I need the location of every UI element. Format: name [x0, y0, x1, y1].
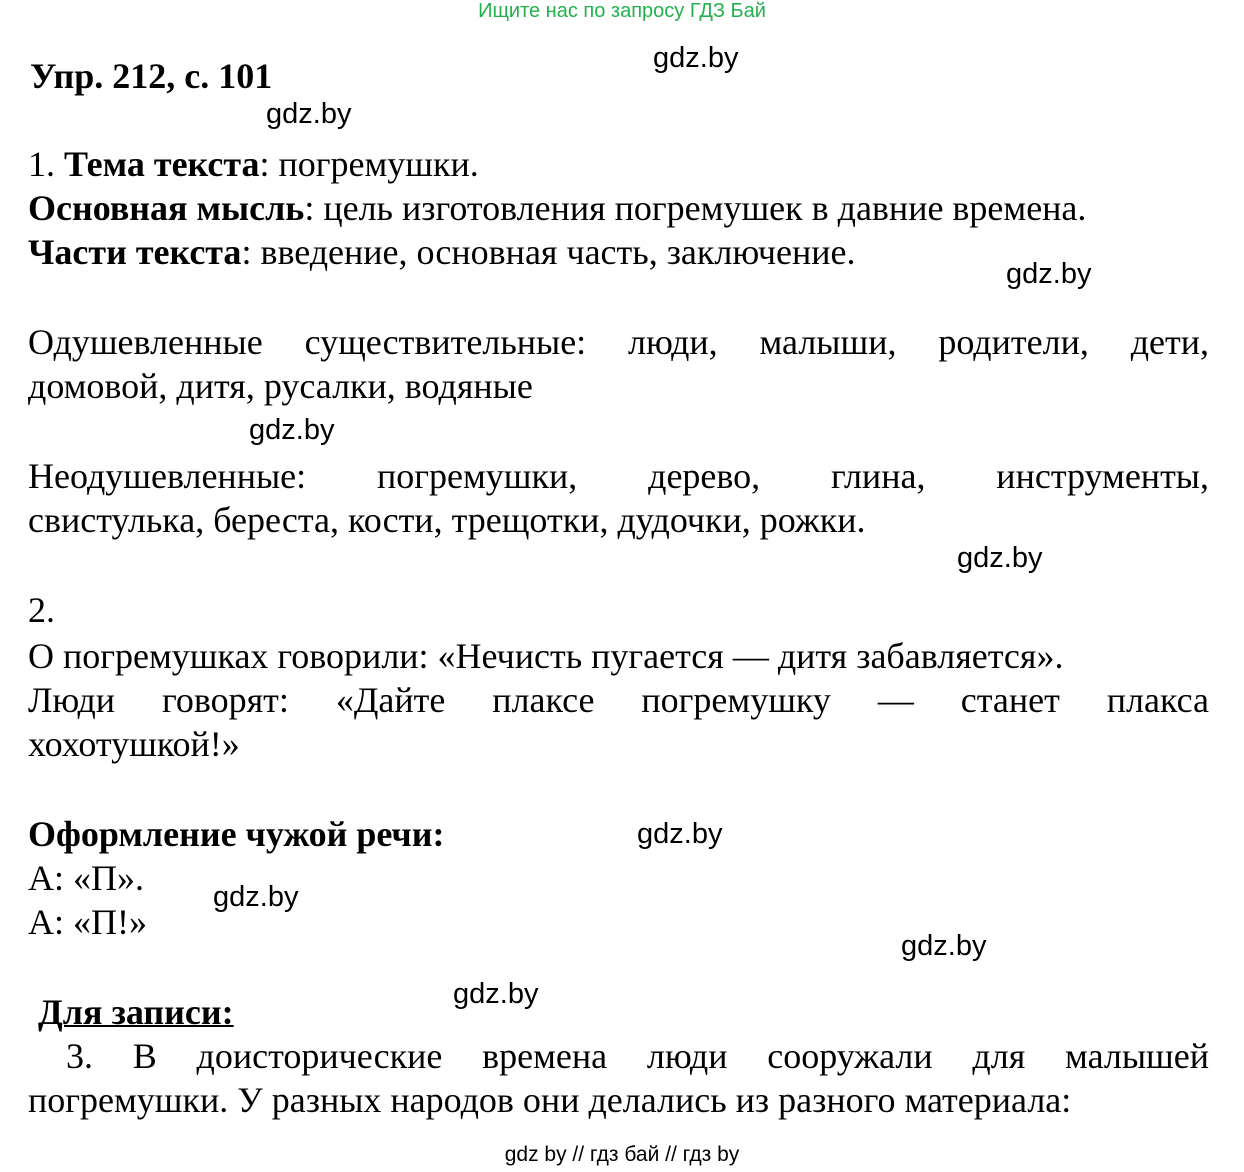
watermark: gdz.by: [1006, 258, 1092, 290]
watermark: gdz.by: [213, 881, 299, 913]
watermark: gdz.by: [957, 542, 1043, 574]
for-recording-heading: Для записи:: [38, 992, 234, 1032]
animate-nouns-line-1: Одушевленные существительные: люди, малыши, родители, дети,: [28, 322, 1209, 362]
main-idea-line: [28, 186, 1086, 230]
topic-label: Тема текста: [64, 144, 260, 184]
watermark: gdz.by: [249, 414, 335, 446]
animate-nouns-line-2: домовой, дитя, русалки, водяные: [28, 366, 533, 406]
watermark: gdz.by: [653, 42, 739, 74]
recording-line-1: 3. В доисторические времена люди сооружали для малышей: [66, 1036, 1209, 1076]
part-2-number: 2.: [28, 590, 55, 630]
topic-value: : погремушки.: [259, 144, 479, 184]
main-idea-label: Основная мысль: [28, 188, 305, 228]
inanimate-nouns-line-1: Неодушевленные: погремушки, дерево, глина, инструменты,: [28, 456, 1209, 496]
speech-scheme-2: А: «П!»: [28, 902, 147, 942]
inanimate-nouns-line-2: свистулька, береста, кости, трещотки, дудочки, рожки.: [28, 500, 866, 540]
speech-scheme-1: А: «П».: [28, 858, 144, 898]
text-parts-label: Части текста: [28, 232, 242, 272]
topic-line: [28, 142, 479, 186]
part-number: 1.: [28, 144, 64, 184]
search-banner: Ищите нас по запросу ГДЗ Бай: [478, 0, 766, 22]
proverb-line-1: О погремушках говорили: «Нечисть пугается — дитя забавляется».: [28, 636, 1064, 676]
proverb-line-2: Люди говорят: «Дайте плаксе погремушку — станет плакса: [28, 680, 1209, 720]
reported-speech-heading: Оформление чужой речи:: [28, 814, 445, 854]
recording-line-2: погремушки. У разных народов они делались из разного материала:: [28, 1080, 1072, 1120]
exercise-title: Упр. 212, с. 101: [30, 56, 273, 96]
text-parts-value: : введение, основная часть, заключение.: [241, 232, 856, 272]
main-idea-value: : цель изготовления погремушек в давние времена.: [304, 188, 1087, 228]
proverb-line-3: хохотушкой!»: [28, 724, 240, 764]
footer-watermark: gdz by // гдз бай // гдз by: [504, 1143, 740, 1166]
watermark: gdz.by: [901, 930, 987, 962]
watermark: gdz.by: [637, 818, 723, 850]
watermark: gdz.by: [266, 98, 352, 130]
watermark: gdz.by: [453, 978, 539, 1010]
text-parts-line: [28, 230, 855, 274]
